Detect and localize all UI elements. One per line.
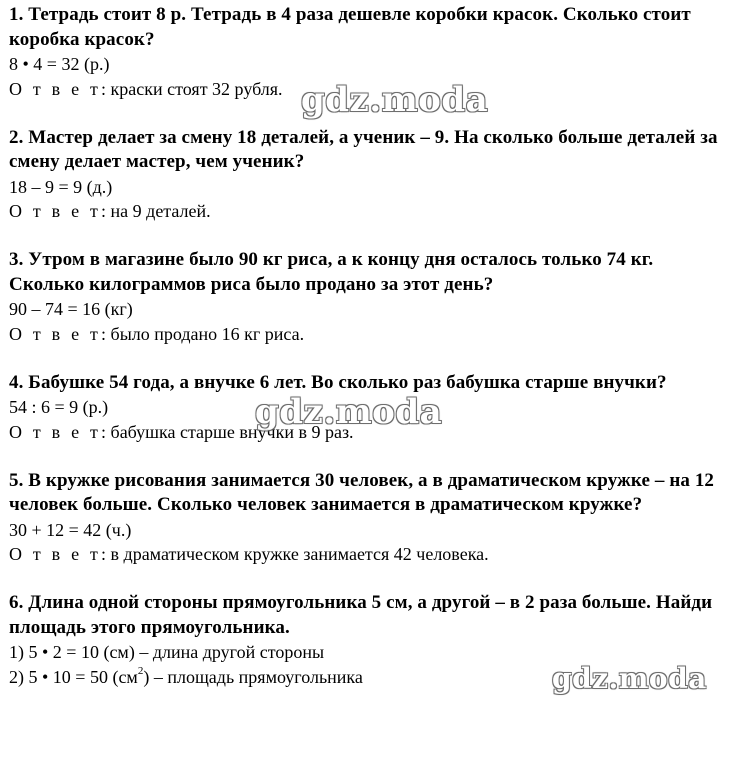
- task-question: 4. Бабушке 54 года, а внучке 6 лет. Во сколько раз бабушка старше внучки?: [9, 371, 667, 393]
- task-question: 3. Утром в магазине было 90 кг риса, а к концу дня осталось только 74 кг. Сколько килограммов риса было продано за этот день?: [9, 249, 654, 295]
- task-answer: [9, 542, 721, 567]
- task-solution: 8 • 4 = 32 (р.): [9, 54, 110, 74]
- step-2-end: ) – площадь прямоугольника: [143, 666, 363, 687]
- answer-text: : было продано 16 кг риса.: [101, 323, 305, 344]
- task-question: 2. Мастер делает за смену 18 деталей, а ученик – 9. На сколько больше деталей за смену делает мастер, чем ученик?: [9, 126, 718, 172]
- task-solution: 54 : 6 = 9 (р.): [9, 397, 109, 417]
- answer-label: О т в е т: [9, 78, 102, 99]
- step-2-start: 2) 5 • 10 = 50 (см: [9, 666, 138, 687]
- task-question: 5. В кружке рисования занимается 30 человек, а в драматическом кружке – на 12 человек больше. Сколько человек занимается в драматическом кружке?: [9, 469, 715, 515]
- answer-label: О т в е т: [9, 323, 102, 344]
- task-answer: [9, 322, 721, 347]
- task-solution: 30 + 12 = 42 (ч.): [9, 519, 132, 540]
- task-solution: 18 – 9 = 9 (д.): [9, 176, 113, 197]
- task-step-1: 1) 5 • 2 = 10 (см) – длина другой стороны: [9, 642, 325, 662]
- answer-label: О т в е т: [9, 201, 102, 221]
- task-answer: [9, 199, 721, 224]
- answer-text: : на 9 деталей.: [101, 201, 211, 221]
- answer-label: О т в е т: [9, 421, 102, 442]
- watermark: gdz.moda: [552, 662, 707, 695]
- square-exponent: 2: [137, 664, 144, 677]
- task-3: [9, 248, 721, 346]
- answer-label: О т в е т: [9, 544, 102, 564]
- answer-text: : краски стоят 32 рубля.: [101, 78, 283, 99]
- task-5: [9, 469, 721, 567]
- task-solution: 90 – 74 = 16 (кг): [9, 299, 133, 319]
- task-question: 1. Тетрадь стоит 8 р. Тетрадь в 4 раза дешевле коробки красок. Сколько стоит коробка красок?: [9, 4, 691, 50]
- watermark: gdz.moda: [301, 80, 489, 120]
- task-2: [9, 126, 721, 224]
- task-question: 6. Длина одной стороны прямоугольника 5 см, а другой – в 2 раза больше. Найди площадь этого прямоугольника.: [9, 592, 713, 638]
- answer-text: : в драматическом кружке занимается 42 человека.: [101, 544, 489, 564]
- answer-text: : бабушка старше внучки в 9 раз.: [101, 421, 354, 442]
- watermark: gdz.moda: [255, 392, 443, 432]
